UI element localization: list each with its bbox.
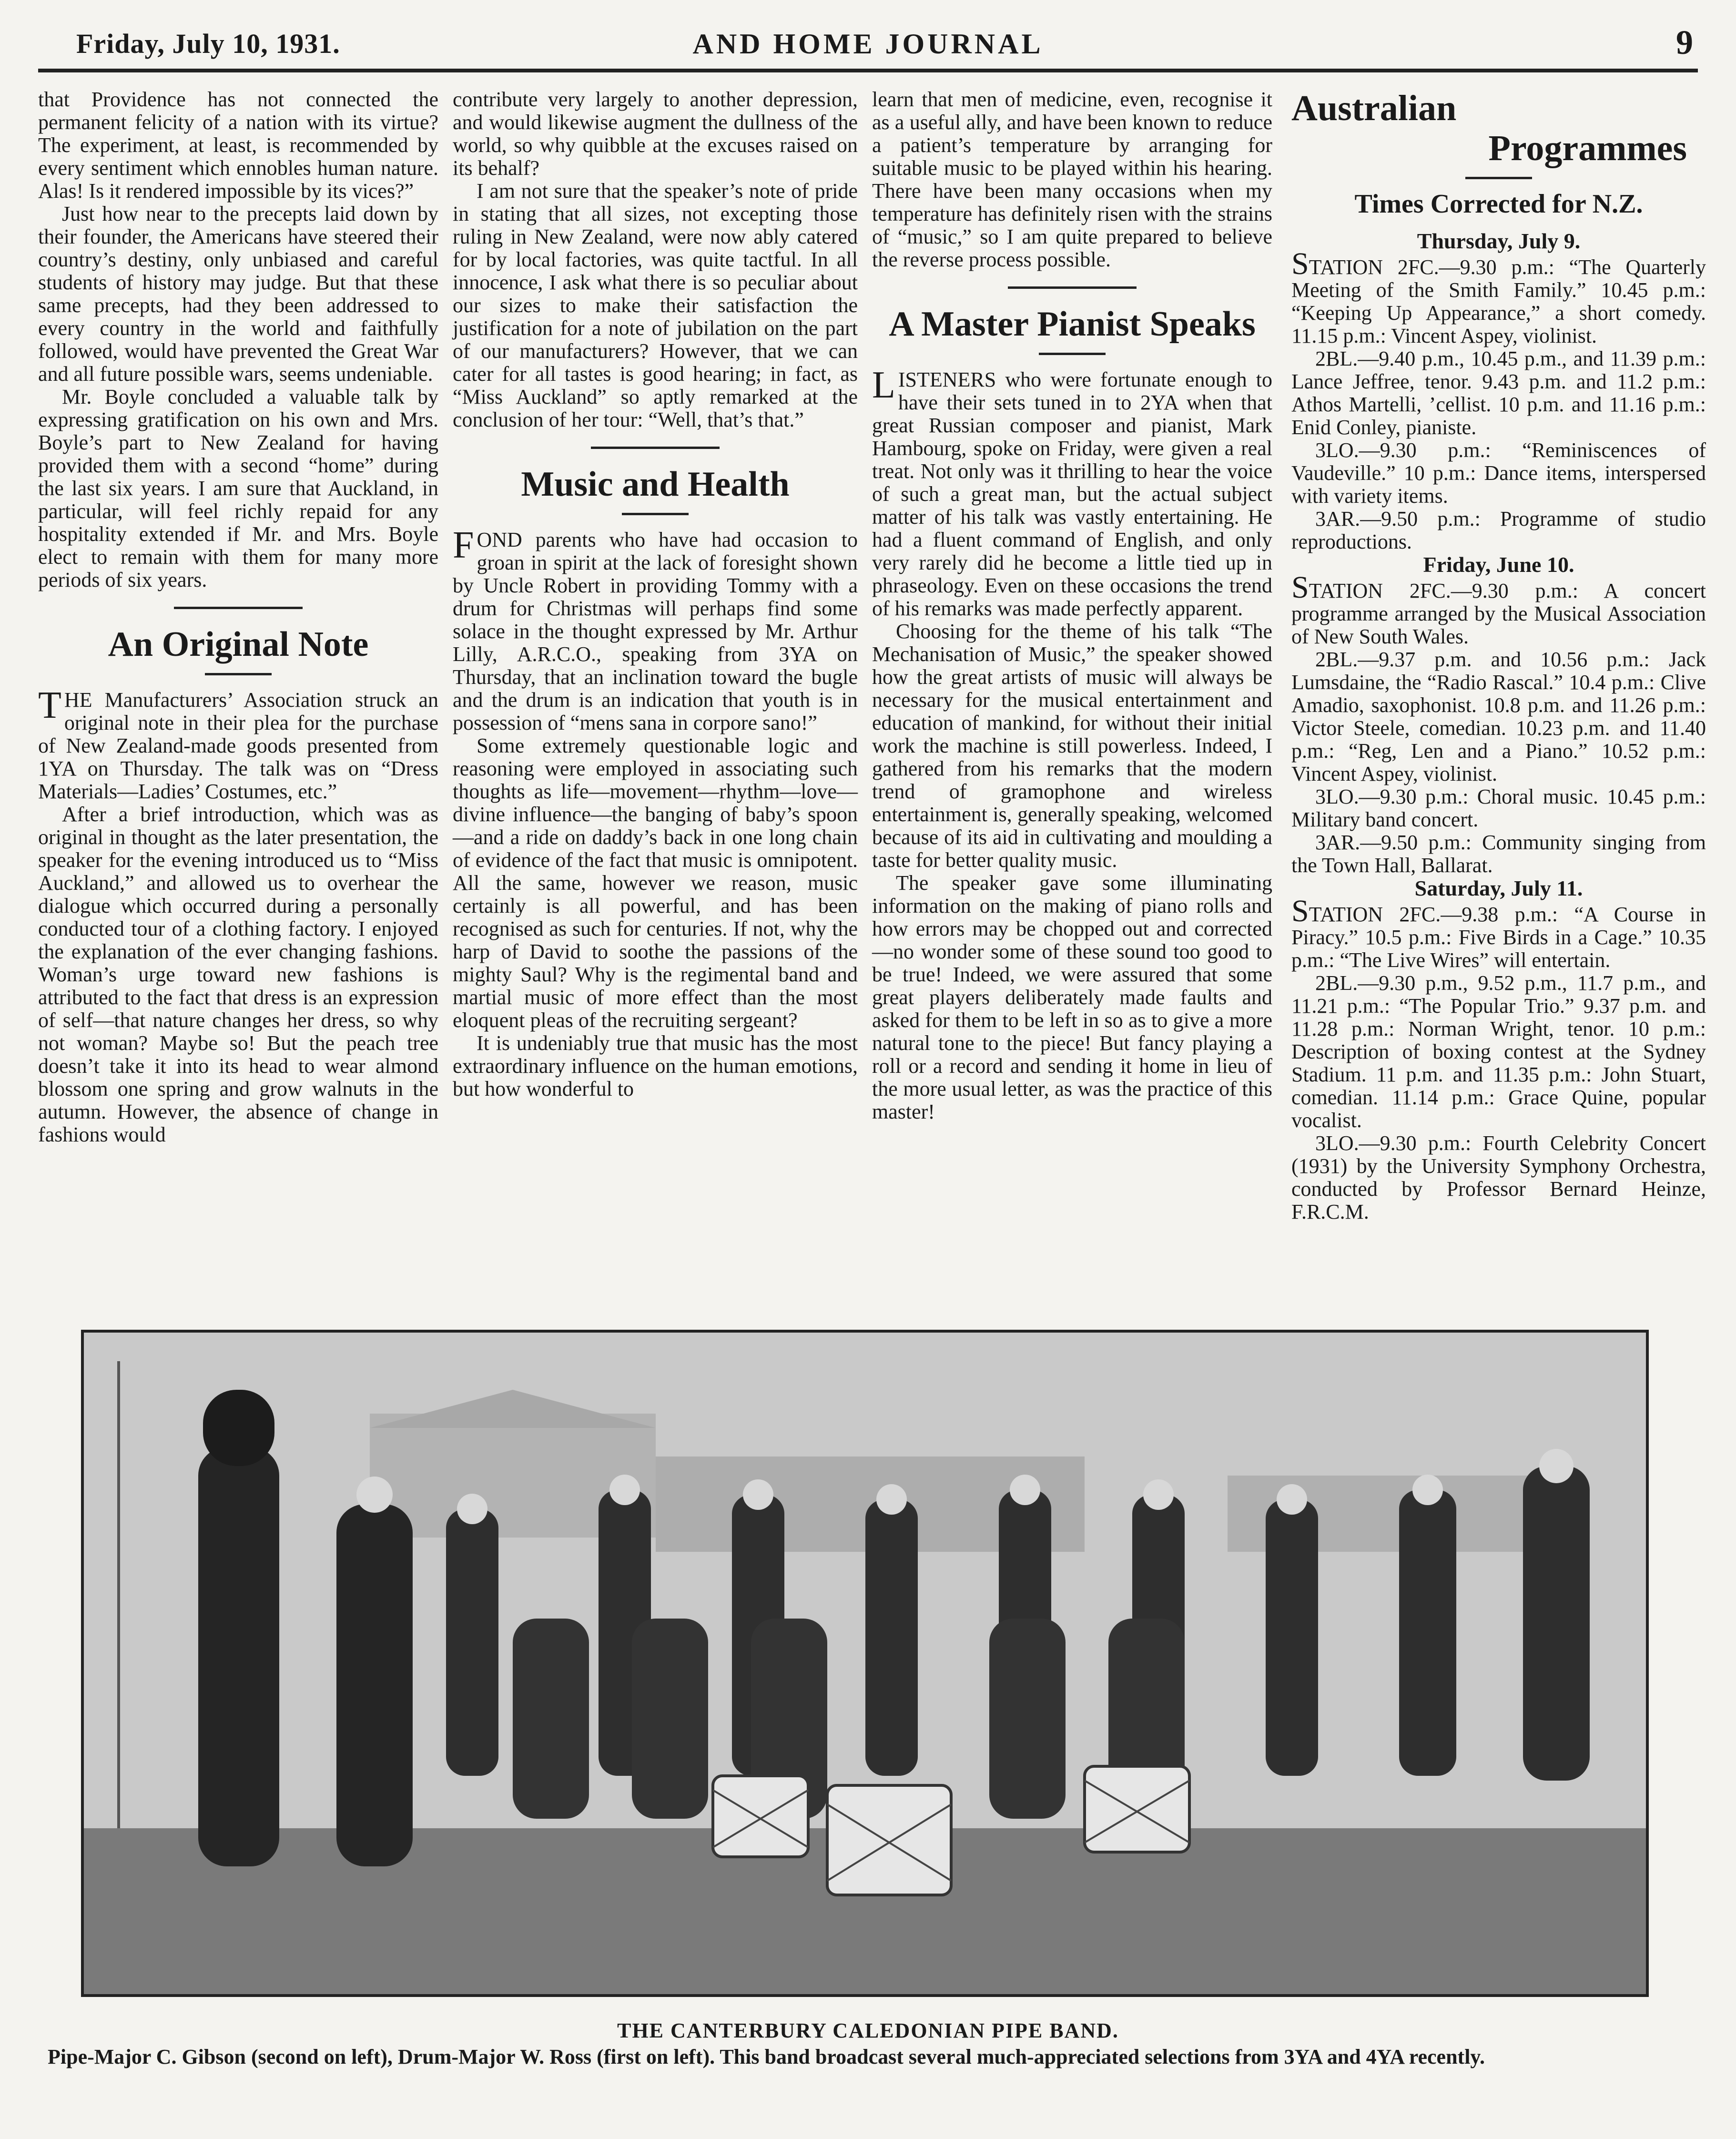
station-listing: 3LO.—9.30 p.m.: Fourth Celebrity Concert (1931) by the University Symphony Orchestra, conducted by Professor Bernard Heinze, F.R.C.M. [1291, 1131, 1706, 1223]
heading-music-and-health: Music and Health [521, 465, 790, 504]
station-listing: 2BL.—9.40 p.m., 10.45 p.m., and 11.39 p.m.: Lance Jeffree, tenor. 9.43 p.m. and 11.2 p.m.: Athos Martelli, ’cellist. 10 p.m. and 11.16 p.m.: Enid Conley, pianiste. [1291, 347, 1706, 439]
paragraph: Choosing for the theme of his talk “The Mechanisation of Music,” the speaker showed how the great artists of music will always be necessary for the musical entertainment and education of mankind, for without their initial work the machine is still powerless. Indeed, I gathered from his remarks that the modern trend of gramophone and wireless entertainment is, generally speaking, welcomed because of its aid in cultivating and moulding a taste for better quality music. [872, 620, 1272, 872]
title-line-1: Australian [1291, 88, 1457, 128]
section-divider [174, 607, 303, 609]
paragraph: that Providence has not connected the permanent felicity of a nation with its virtue? The experiment, at least, is recommended by every sentiment which ennobles human nature. Alas! Is it rendered impossible by its vices?” [38, 88, 438, 203]
heading-rule [205, 673, 272, 675]
station-listing: STATION 2FC.—9.38 p.m.: “A Course in Piracy.” 10.5 p.m.: Five Birds in a Cage.” 10.35 p.m.: “The Live Wires” will entertain. [1291, 894, 1706, 972]
heading-original-note: An Original Note [108, 625, 369, 664]
day-heading: Friday, June 10. [1423, 552, 1574, 577]
station-listing: 3AR.—9.50 p.m.: Community singing from the Town Hall, Ballarat. [1291, 831, 1706, 877]
paragraph: FOND parents who have had occasion to groan in spirit at the lack of foresight shown by Uncle Robert in providing Tommy with a drum for Christmas will perhaps find some solace in the thought expressed by Mr. Arthur Lilly, A.R.C.O., speaking from 3YA on Thursday, that an inclination toward the bugle and the drum is an indication that youth is in possession of “mens sana in corpore sano!” [453, 524, 858, 734]
column-2 [453, 88, 858, 1100]
paragraph: Just how near to the precepts laid down by their founder, the Americans have steered their country’s destiny, only unbiased and careful students of history may judge. But that these same precepts, had they been addressed to every country in the world and faithfully followed, would have prevented the Great War and all future possible wars, seems undeniable. [38, 202, 438, 386]
station-listing: 2BL.—9.37 p.m. and 10.56 p.m.: Jack Lumsdaine, the “Radio Rascal.” 10.4 p.m.: Clive Amadio, saxophonist. 10.8 p.m. and 11.26 p.m.: Victor Steele, comedian. 10.23 p.m. and 11.40 p.m.: “Reg, Len and a Piano.” 10.52 p.m.: Vincent Aspey, violinist. [1291, 648, 1706, 785]
section-divider [591, 447, 720, 449]
column-3 [872, 88, 1272, 1123]
paragraph: Some extremely questionable logic and reasoning were employed in associating such thoughts as life—movement—rhythm—love—divine influence—the banging of baby’s spoon—and a ride on daddy’s back in one long chain of evidence of the fact that music is omnipotent. All the same, however we reason, music certainly is all powerful, and has been recognised as such for centuries. If not, why the harp of David to soothe the passions of the mighty Saul? Why is the regimental band and martial music of more effect than the most eloquent pleas of the recruiting sergeant? [453, 734, 858, 1032]
station-listing: STATION 2FC.—9.30 p.m.: A concert programme arranged by the Musical Association of New South Wales. [1291, 570, 1706, 648]
photo-caption: THE CANTERBURY CALEDONIAN PIPE BAND. [617, 2019, 1119, 2042]
paragraph: Mr. Boyle concluded a valuable talk by expressing gratification on his own and Mrs. Boyle’s part to New Zealand for having provided them with a second “home” during the last six years. I am sure that Auckland, in particular, will feel richly repaid for any hospitality extended if Mr. and Mrs. Boyle elect to remain with them for many more periods of six years. [38, 385, 438, 591]
heading-master-pianist: A Master Pianist Speaks [889, 305, 1256, 344]
title-line-2: Programmes [1488, 128, 1687, 168]
paragraph: contribute very largely to another depression, and would likewise augment the dullness of the world, so why quibble at the excuses raised on its behalf? [453, 88, 858, 180]
masthead [38, 23, 1698, 71]
station-listing: 3LO.—9.30 p.m.: “Reminiscences of Vaudeville.” 10 p.m.: Dance items, interspersed with variety items. [1291, 438, 1706, 508]
paragraph: LISTENERS who were fortunate enough to have their sets tuned in to 2YA when that great Russian composer and pianist, Mark Hambourg, spoke on Friday, were given a real treat. Not only was it thrilling to hear the voice of such a great man, but the actual subject matter of his talk was vastly entertaining. He had a fluent command of English, and only very rarely did he become a little tied up in phraseology. Even on these occasions the trend of his remarks was made perfectly apparent. [872, 364, 1272, 620]
pipe-band-illustration [84, 1333, 1649, 1997]
paragraph: After a brief introduction, which was as original in thought as the later presentation, the speaker for the evening introduced us to “Miss Auckland,” and allowed us to overhear the dialogue which occurred during a personally conducted tour of a clothing factory. I enjoyed the explanation of the ever changing fashions. Woman’s urge toward new fashions is attributed to the fact that dress is an expression of self—that nature changes her dress, so why not woman? Maybe so! But the peach tree doesn’t take it into its head to wear almond blossom one spring and grow walnuts in the autumn. However, the absence of change in fashions would [38, 803, 438, 1146]
station-listing: 2BL.—9.30 p.m., 9.52 p.m., 11.7 p.m., and 11.21 p.m.: “The Popular Trio.” 9.37 p.m. and 11.28 p.m.: Norman Wright, tenor. 10 p.m.: Description of boxing contest at the Sydney Stadium. 11 p.m. and 11.35 p.m.: John Stuart, comedian. 11.14 p.m.: Grace Quine, popular vocalist. [1291, 971, 1706, 1132]
heading-rule [622, 513, 689, 515]
journal-title: AND HOME JOURNAL [692, 28, 1044, 60]
station-listing: 3LO.—9.30 p.m.: Choral music. 10.45 p.m.: Military band concert. [1291, 785, 1706, 831]
paragraph: It is undeniably true that music has the most extraordinary influence on the human emotions, but how wonderful to [453, 1031, 858, 1100]
photo-credit: Pipe-Major C. Gibson (second on left), Drum-Major W. Ross (first on left). This band broadcast several much-appreciated selections from 3YA and 4YA recently. [48, 2045, 1485, 2068]
day-heading: Thursday, July 9. [1417, 229, 1581, 253]
paragraph: The speaker gave some illuminating information on the making of piano rolls and how errors may be chopped out and corrected—no wonder some of these sound too good to be true! Indeed, we were assured that some great players deliberately made faults and asked for them to be left in so as to give a more natural tone to the piece! But fancy playing a roll or a record and sending it home in lieu of the more usual letter, as was the practice of this master! [872, 871, 1272, 1123]
paragraph: THE Manufacturers’ Association struck an original note in their plea for the purchase of New Zealand-made goods presented from 1YA on Thursday. The talk was on “Dress Materials—Ladies’ Costumes, etc.” [38, 684, 438, 803]
programmes-title [1291, 88, 1706, 168]
paragraph: learn that men of medicine, even, recognise it as a useful ally, and have been known to reduce a patient’s temperature by arranging for suitable music to be played within his hearing. There have been many occasions when my temperature has definitely risen with the strains of “music,” so I am quite prepared to believe the reverse process possible. [872, 88, 1272, 271]
paragraph: I am not sure that the speaker’s note of pride in stating that all sizes, not excepting those ruling in New Zealand, were now ably catered for by local factories, was quite tactful. In all innocence, I ask what there is so peculiar about our sizes to make their satisfaction the justification for a note of jubilation on the part of our manufacturers? However, that we can cater for all tastes is good hearing; in fact, as “Miss Auckland” so aptly remarked at the conclusion of her tour: “Well, that’s that.” [453, 179, 858, 431]
heading-rule [1039, 353, 1106, 355]
station-listing: STATION 2FC.—9.30 p.m.: “The Quarterly Meeting of the Smith Family.” 10.45 p.m.: “Keeping Up Appearance,” a short comedy. 11.15 p.m.: Vincent Aspey, violinist. [1291, 246, 1706, 347]
station-listing: 3AR.—9.50 p.m.: Programme of studio reproductions. [1291, 507, 1706, 553]
issue-date: Friday, July 10, 1931. [76, 28, 340, 59]
day-heading: Saturday, July 11. [1414, 876, 1583, 900]
column-1 [38, 88, 438, 1146]
masthead-rule [38, 69, 1698, 72]
column-4 [1291, 88, 1706, 1223]
heading-rule [1465, 177, 1532, 179]
page-number: 9 [1676, 23, 1693, 61]
section-divider [1008, 286, 1137, 289]
pipe-band-photo [81, 1330, 1649, 1997]
programmes-subtitle: Times Corrected for N.Z. [1354, 189, 1643, 219]
